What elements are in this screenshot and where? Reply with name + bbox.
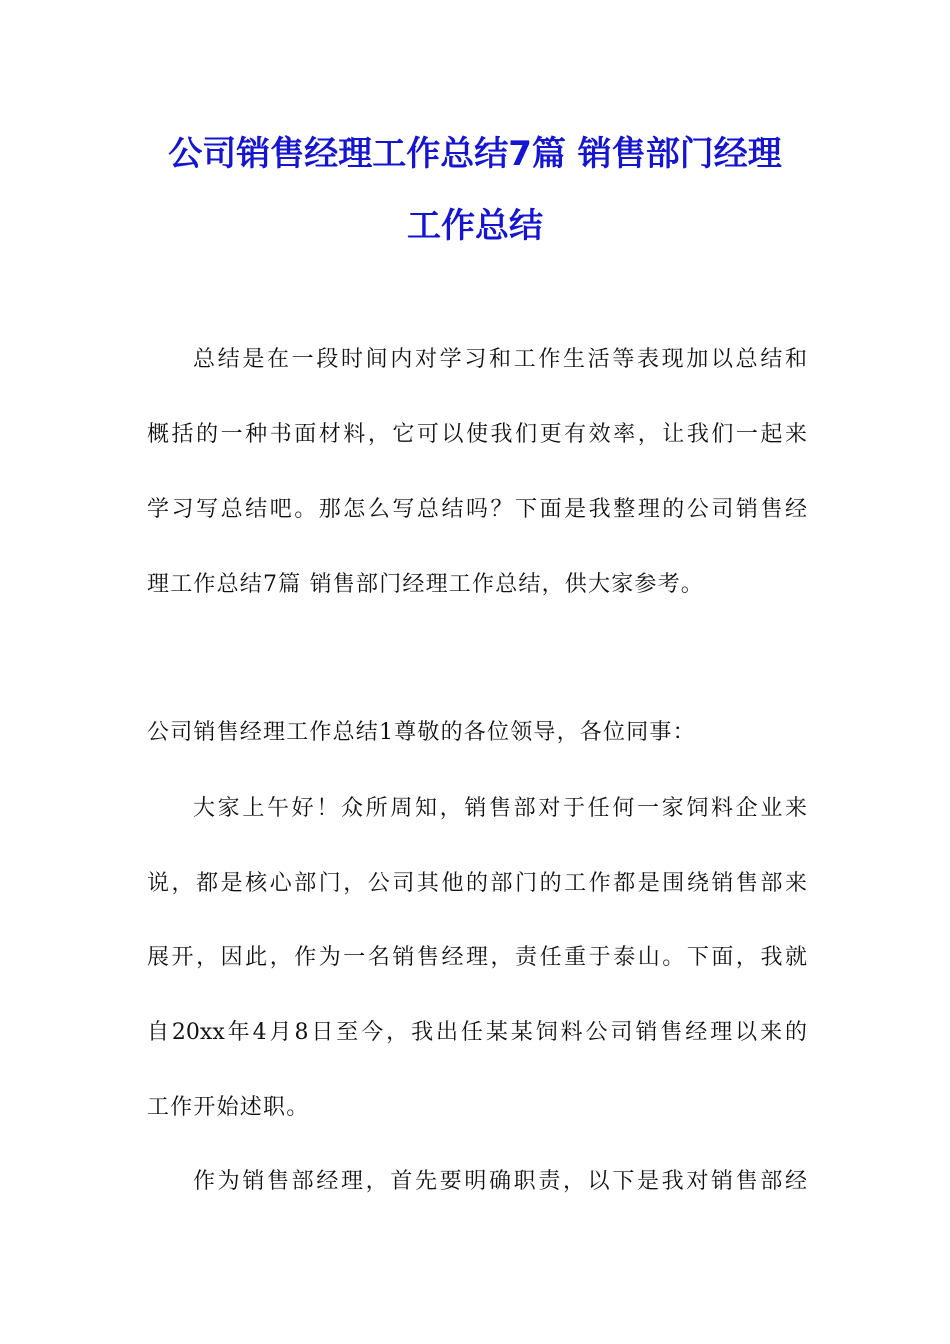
para1-line-5: 工作开始述职。: [147, 1095, 310, 1120]
intro-line-1: 总结是在一段时间内对学习和工作生活等表现加以总结和: [193, 347, 807, 372]
para1-line-4: 自20xx年4月8日至今，我出任某某饲料公司销售经理以来的: [147, 1020, 807, 1045]
para1-line-1: 大家上午好！众所周知，销售部对于任何一家饲料企业来: [193, 796, 807, 821]
intro-line-3: 学习写总结吧。那怎么写总结吗？下面是我整理的公司销售经: [147, 497, 807, 522]
para1-line-2: 说，都是核心部门，公司其他的部门的工作都是围绕销售部来: [147, 871, 807, 896]
para1-line-3: 展开，因此，作为一名销售经理，责任重于泰山。下面，我就: [147, 945, 807, 970]
document-title-line-2: 工作总结: [407, 206, 543, 246]
intro-line-4: 理工作总结7篇 销售部门经理工作总结，供大家参考。: [147, 572, 704, 597]
section-heading: 公司销售经理工作总结1尊敬的各位领导，各位同事：: [147, 720, 696, 745]
para2-line-1: 作为销售部经理，首先要明确职责，以下是我对销售部经: [193, 1169, 807, 1194]
document-title-line-1: 公司销售经理工作总结7篇 销售部门经理: [168, 134, 782, 174]
intro-line-2: 概括的一种书面材料，它可以使我们更有效率，让我们一起来: [147, 422, 807, 447]
